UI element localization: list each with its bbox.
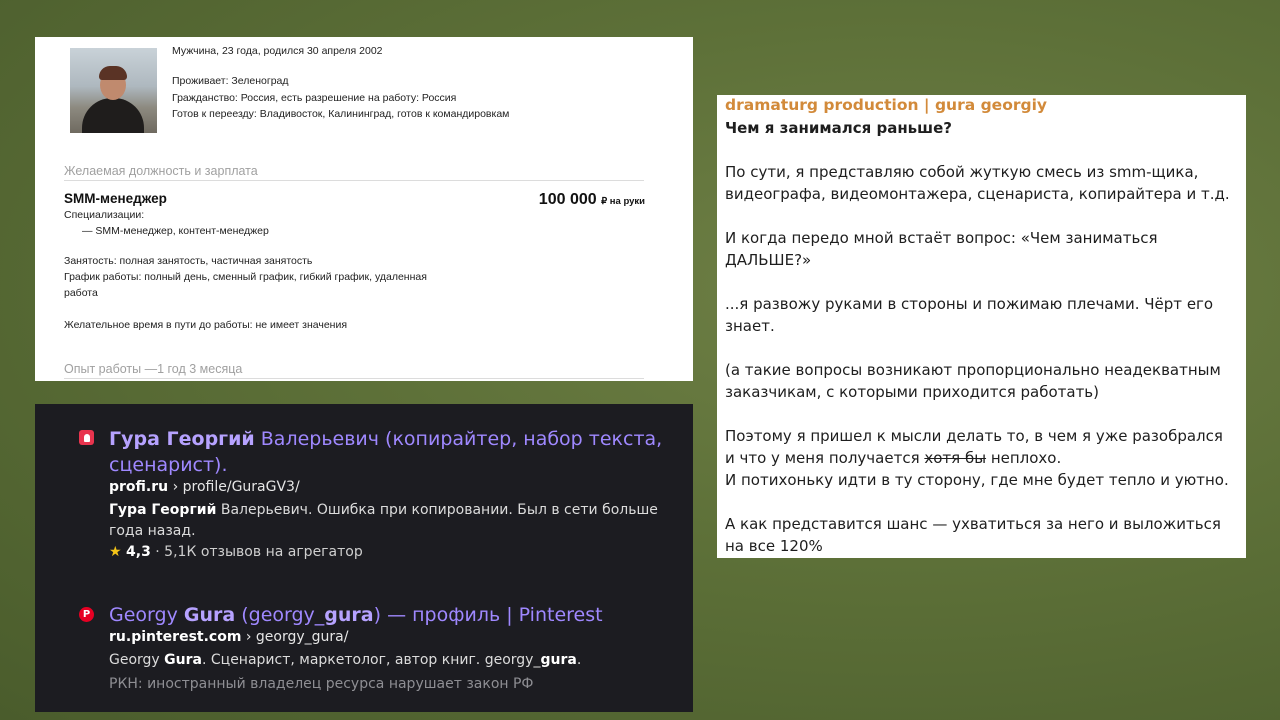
title-part: (georgy_ [235, 604, 325, 626]
result-url[interactable] [109, 479, 300, 495]
search-results-panel [35, 404, 693, 712]
snippet-bold: gura [540, 652, 577, 668]
snippet-part: . [576, 652, 582, 668]
channel-name[interactable]: dramaturg production | gura georgiy [725, 96, 1047, 114]
title-bold: gura [324, 604, 374, 626]
title-bold: Gura [183, 604, 236, 626]
snippet-part: . Сценарист, маркетолог, автор книг. georgy_ [201, 652, 541, 668]
post-heading: Чем я занимался раньше? [725, 119, 952, 137]
post-paragraph: (а такие вопросы возникают пропорционально неадекватным заказчикам, с которыми приходится работать) [725, 361, 1221, 401]
result-title-bold: Гура Георгий [109, 428, 255, 450]
result-title-link[interactable] [109, 426, 669, 478]
result-snippet [109, 500, 679, 542]
schedule-info: График работы: полный день, сменный график, гибкий график, удаленная работа [64, 271, 427, 299]
result-url-domain: ru.pinterest.com [109, 629, 242, 645]
title-part: Georgy [109, 604, 184, 626]
result-url[interactable] [109, 629, 348, 645]
post-text: неплохо. [986, 449, 1062, 467]
specializations-label: Специализации: [64, 209, 145, 221]
snippet-bold: Gura [164, 652, 202, 668]
employment-info: Занятость: полная занятость, частичная занятость [64, 255, 313, 267]
result-title-link[interactable] [109, 602, 669, 628]
snippet-part: Georgy [109, 652, 165, 668]
snippet-bold: Гура Георгий [109, 502, 217, 518]
channel-post [717, 95, 1246, 558]
section-position-heading: Желаемая должность и зарплата [64, 164, 644, 181]
result-title-rest: Валерьевич (копирайтер, набор текста, сценарист). [109, 428, 663, 476]
result-url-path: › georgy_gura/ [241, 629, 349, 645]
salary-amount: 100 000 [538, 191, 597, 208]
location-info: Проживает: Зеленоград [172, 75, 289, 87]
rkn-warning: РКН: иностранный владелец ресурса нарушает закон РФ [109, 676, 534, 692]
snippet-rest: Валерьевич. Ошибка при копировании. Был в сети больше года назад. [109, 502, 658, 539]
post-body [725, 117, 1235, 558]
relocation-info: Готов к переезду: Владивосток, Калининград, готов к командировкам [172, 108, 510, 120]
result-url-path: › profile/GuraGV3/ [168, 479, 300, 495]
section-experience-heading: Опыт работы —1 год 3 месяца [64, 362, 644, 379]
salary-note: ₽ на руки [601, 196, 645, 207]
position-title: SMM-менеджер [64, 191, 167, 206]
profile-photo [70, 48, 157, 133]
salary [539, 191, 645, 209]
rating-reviews: · 5,1К отзывов на агрегатор [150, 544, 363, 560]
citizenship-info: Гражданство: Россия, есть разрешение на работу: Россия [172, 92, 457, 104]
post-paragraph: А как представится шанс — ухватиться за него и выложиться на все 120% [725, 515, 1221, 555]
pinterest-icon: P [79, 607, 94, 622]
commute-info: Желательное время в пути до работы: не имеет значения [64, 319, 348, 331]
post-paragraph: ...я развожу руками в стороны и пожимаю плечами. Чёрт его знает. [725, 295, 1214, 335]
post-paragraph: По сути, я представляю собой жуткую смесь из smm-щика, видеографа, видеомонтажера, сценариста, копирайтера и т.д. [725, 163, 1230, 203]
post-strikethrough: хотя бы [924, 449, 987, 467]
post-text: Поэтому я пришел к мысли делать то, в чем я уже разобрался и что у меня получается [725, 427, 1223, 467]
result-rating [109, 544, 363, 560]
specialization-item: — SMM-менеджер, контент-менеджер [82, 225, 269, 237]
star-icon: ★ [109, 544, 122, 560]
profi-icon [79, 430, 94, 445]
rating-value: 4,3 [126, 544, 151, 560]
personal-info: Мужчина, 23 года, родился 30 апреля 2002 [172, 45, 383, 57]
post-text: И потихоньку идти в ту сторону, где мне будет тепло и уютно. [725, 471, 1229, 489]
title-part: ) — профиль | Pinterest [373, 604, 603, 626]
post-paragraph: И когда передо мной встаёт вопрос: «Чем заниматься ДАЛЬШЕ?» [725, 229, 1158, 269]
result-snippet [109, 650, 679, 671]
post-paragraph [725, 425, 1235, 491]
result-url-domain: profi.ru [109, 479, 169, 495]
resume-card [35, 37, 693, 381]
